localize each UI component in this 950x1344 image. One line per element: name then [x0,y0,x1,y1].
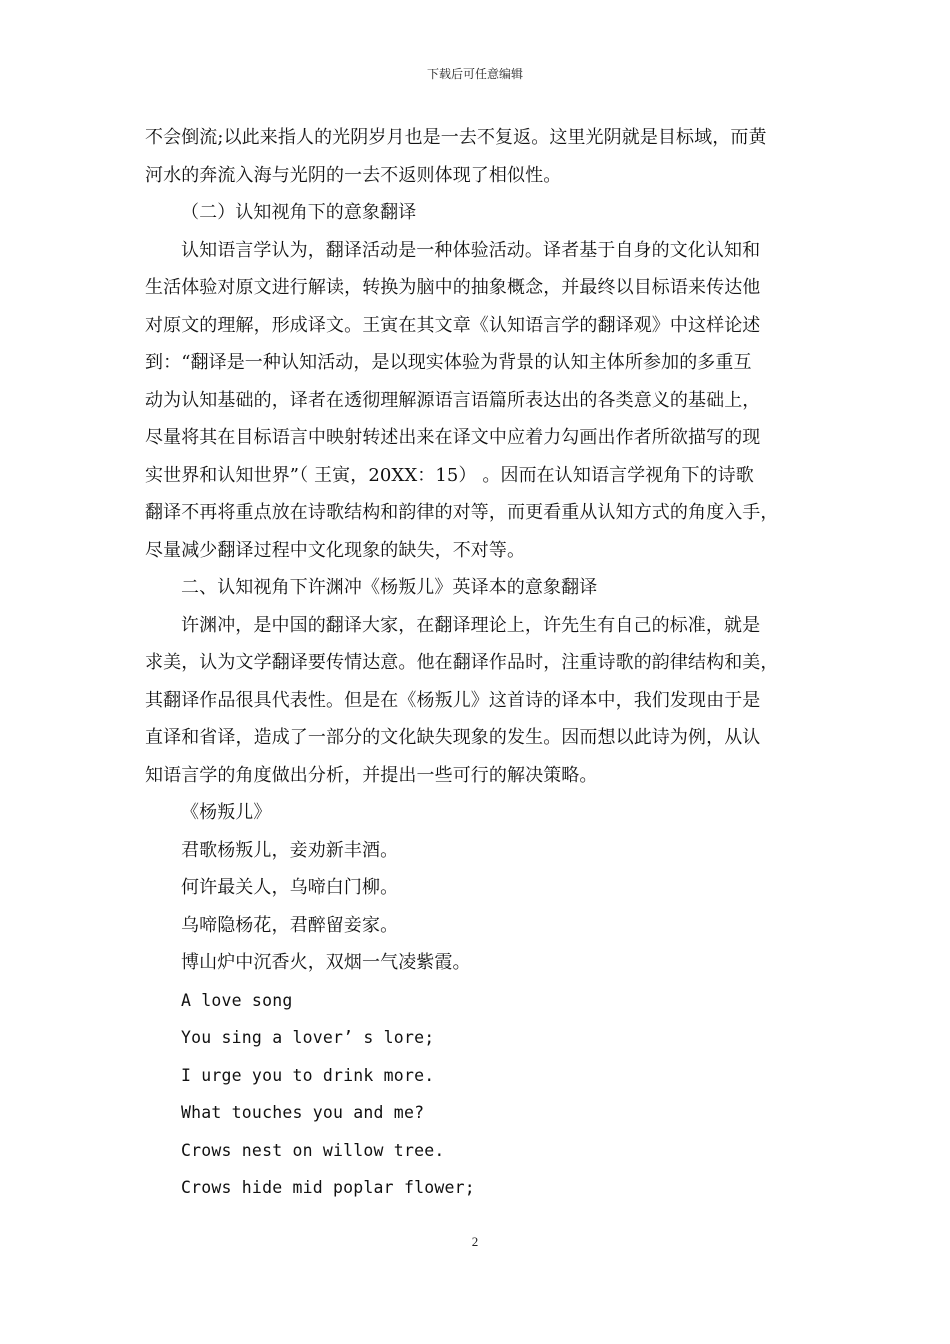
body-line: 尽量将其在目标语言中映射转述出来在译文中应着力勾画出作者所欲描写的现 [145,427,761,448]
body-line: 直译和省译，造成了一部分的文化缺失现象的发生。因而想以此诗为例，从认 [145,727,761,748]
body-line: 动为认知基础的，译者在透彻理解源语言语篇所表达出的各类意义的基础上， [145,389,761,411]
body-line: 其翻译作品很具代表性。但是在《杨叛儿》这首诗的译本中，我们发现由于是 [145,689,761,711]
body-line: 生活体验对原文进行解读，转换为脑中的抽象概念，并最终以目标语来传达他 [145,277,761,298]
page-header: 下载后可任意编辑 [426,67,523,81]
section-heading: （二）认知视角下的意象翻译 [181,202,417,223]
body-line: 求美，认为文学翻译要传情达意。他在翻译作品时，注重诗歌的韵律结构和美， [145,652,779,673]
body-line: 尽量减少翻译过程中文化现象的缺失，不对等。 [145,539,526,561]
body-line: 到：“翻译是一种认知活动，是以现实体验为背景的认知主体所参加的多重互 [145,352,752,373]
english-poem-line: Crows nest on willow tree. [181,1140,445,1160]
body-line: 许渊冲，是中国的翻译大家，在翻译理论上，许先生有自己的标准，就是 [181,614,761,636]
body-line: 知语言学的角度做出分析，并提出一些可行的解决策略。 [145,764,598,786]
english-poem-line: I urge you to drink more. [181,1065,435,1085]
poem-line: 何许最关人，乌啼白门柳。 [181,877,399,898]
poem-line: 君歌杨叛儿，妾劝新丰酒。 [181,839,399,861]
page-number: 2 [471,1234,479,1249]
poem-line: 乌啼隐杨花，君醉留妾家。 [181,914,399,936]
document-body [145,119,820,1207]
body-line: 实世界和认知世界”（ 王寅，20XX：15） 。因而在认知语言学视角下的诗歌 [145,464,754,486]
poem-title: 《杨叛儿》 [181,802,272,823]
english-poem-line: You sing a lover’ s lore; [181,1028,435,1047]
english-poem-title: A love song [181,990,293,1010]
section-heading: 二、认知视角下许渊冲《杨叛儿》英译本的意象翻译 [181,577,598,598]
english-poem-line: Crows hide mid poplar flower; [181,1178,475,1197]
body-line: 河水的奔流入海与光阴的一去不返则体现了相似性。 [145,164,562,186]
body-line: 认知语言学认为，翻译活动是一种体验活动。译者基于自身的文化认知和 [181,239,761,261]
body-line: 不会倒流;以此来指人的光阴岁月也是一去不复返。这里光阴就是目标域，而黄 [145,127,767,148]
english-poem-line: What touches you and me? [181,1103,425,1122]
body-line: 对原文的理解，形成译文。王寅在其文章《认知语言学的翻译观》中这样论述 [145,314,761,336]
poem-line: 博山炉中沉香火，双烟一气凌紫霞。 [181,952,471,973]
body-line: 翻译不再将重点放在诗歌结构和韵律的对等，而更看重从认知方式的角度入手， [145,502,779,523]
